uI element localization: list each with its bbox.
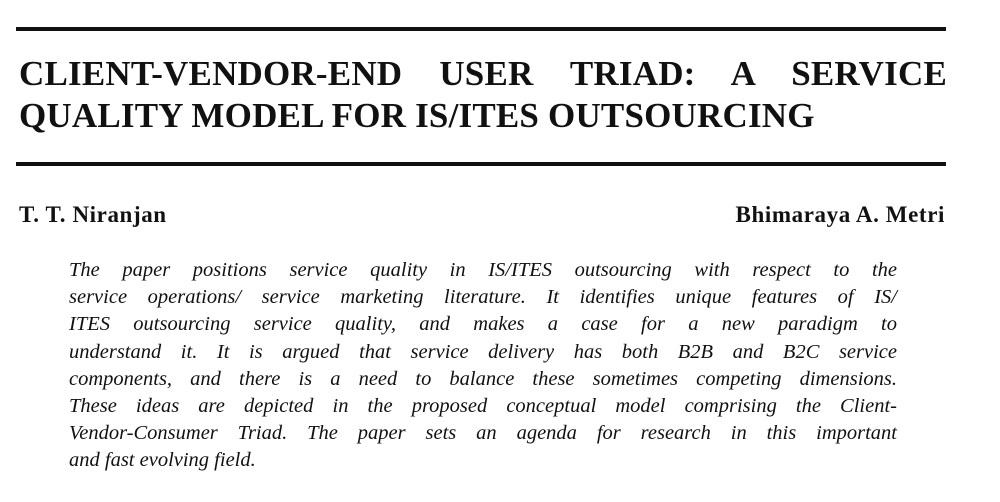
- author-niranjan: T. T. Niranjan: [19, 202, 167, 227]
- abstract-line-6: These ideas are depicted in the proposed conceptual model comprising the Client-: [69, 395, 897, 418]
- bottom-rule: [16, 162, 946, 166]
- top-rule: [16, 27, 946, 31]
- abstract-line-8: and fast evolving field.: [69, 449, 256, 472]
- paper-title: [19, 53, 947, 137]
- title-line-2: QUALITY MODEL FOR IS/ITES OUTSOURCING: [19, 96, 815, 135]
- abstract: [69, 257, 897, 475]
- author-metri: Bhimaraya A. Metri: [735, 202, 945, 227]
- abstract-line-5: components, and there is a need to balance these sometimes competing dimensions.: [69, 367, 897, 390]
- abstract-line-7: Vendor-Consumer Triad. The paper sets an agenda for research in this important: [69, 422, 897, 445]
- abstract-line-3: ITES outsourcing service quality, and makes a case for a new paradigm to: [69, 313, 897, 336]
- abstract-line-1: The paper positions service quality in IS/ITES outsourcing with respect to the: [69, 259, 897, 281]
- title-line-1: CLIENT-VENDOR-END USER TRIAD: A SERVICE: [19, 54, 947, 93]
- abstract-line-2: service operations/ service marketing literature. It identifies unique features of IS/: [69, 286, 897, 309]
- abstract-line-4: understand it. It is argued that service delivery has both B2B and B2C service: [69, 340, 897, 363]
